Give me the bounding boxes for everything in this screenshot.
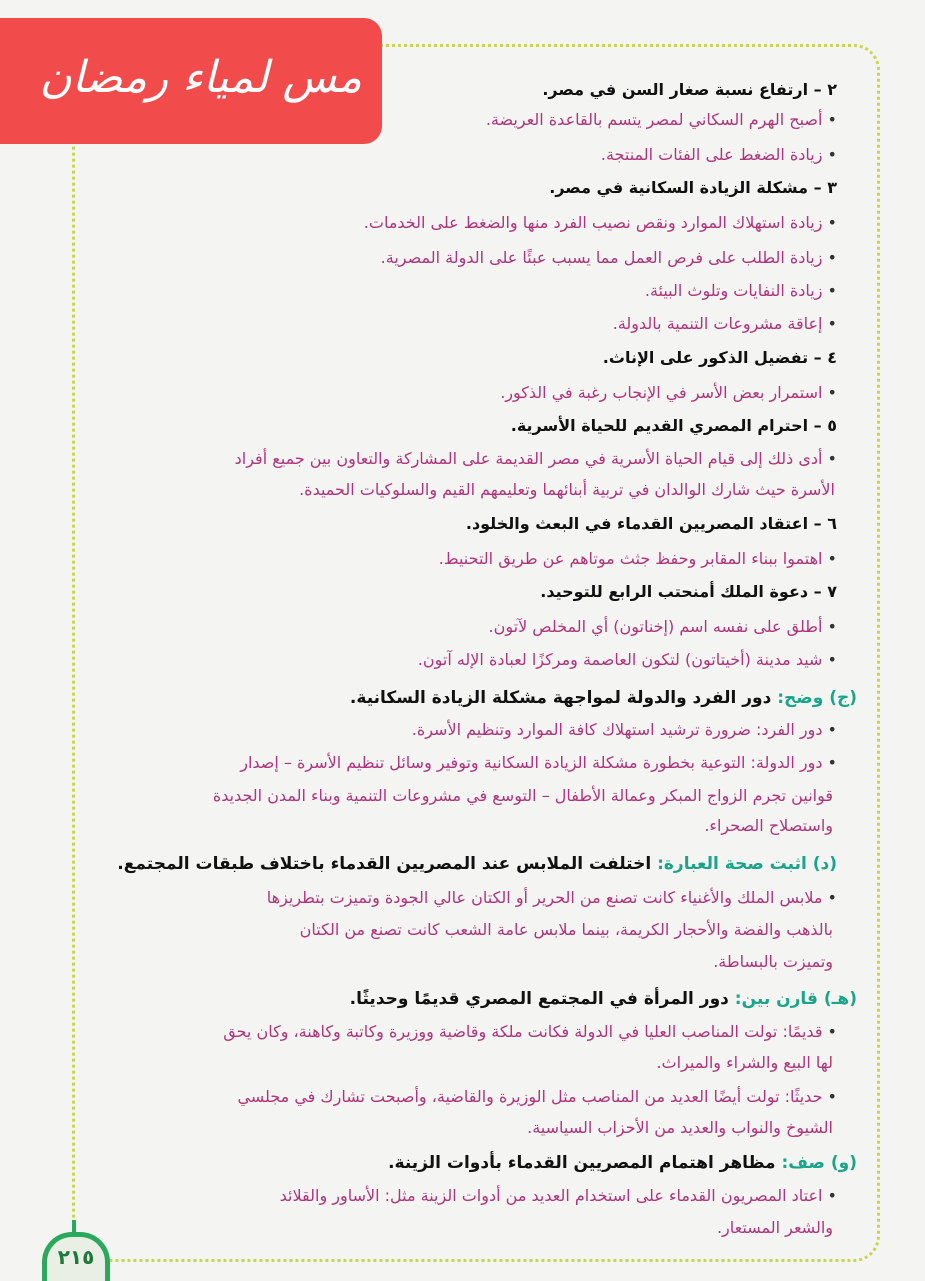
bullet-item: • أطلق على نفسه اسم (إخناتون) أي المخلص لآتون. [489,617,837,637]
question-tag: (د) اثبت صحة العبارة: [657,854,837,874]
section-heading: ٥ – احترام المصري القديم للحياة الأسرية. [510,416,837,435]
question-heading [388,1153,857,1173]
bullet-item: • إعاقة مشروعات التنمية بالدولة. [613,314,837,334]
bullet-continuation: الأسرة حيث شارك الوالدان في تربية أبنائهما وتعليمهم القيم والسلوكيات الحميدة. [299,480,835,499]
author-banner [0,18,382,144]
bullet-item: • قديمًا: تولت المناصب العليا في الدولة فكانت ملكة وقاضية ووزيرة وكاتبة وكاهنة، وكان يحق [223,1022,837,1042]
bullet-item: • اعتاد المصريون القدماء على استخدام العديد من أدوات الزينة مثل: الأساور والقلائد [280,1186,837,1206]
bullet-item: • أدى ذلك إلى قيام الحياة الأسرية في مصر القديمة على المشاركة والتعاون بين جميع أفراد [235,449,837,469]
bullet-continuation: لها البيع والشراء والميراث. [656,1053,833,1072]
bullet-item: • دور الدولة: التوعية بخطورة مشكلة الزيادة السكانية وتوفير وسائل تنظيم الأسرة – إصدار [240,753,837,773]
bullet-item: • ملابس الملك والأغنياء كانت تصنع من الحرير أو الكتان عالي الجودة وتميزت بتطريزها [267,888,837,908]
question-tag: (و) صف: [781,1153,857,1173]
bullet-continuation: بالذهب والفضة والأحجار الكريمة، بينما ملابس عامة الشعب كانت تصنع من الكتان [299,920,833,939]
bullet-item: • استمرار بعض الأسر في الإنجاب رغبة في الذكور. [500,383,837,403]
bullet-continuation: وتميزت بالبساطة. [713,952,833,971]
bullet-continuation: الشيوخ والنواب والعديد من الأحزاب السياسية. [527,1118,833,1137]
bullet-item: • شيد مدينة (أخيتاتون) لتكون العاصمة ومركزًا لعبادة الإله آتون. [418,650,837,670]
section-heading: ٣ – مشكلة الزيادة السكانية في مصر. [549,178,837,197]
bullet-item: • زيادة النفايات وتلوث البيئة. [645,281,837,301]
bullet-item: • دور الفرد: ضرورة ترشيد استهلاك كافة الموارد وتنظيم الأسرة. [412,720,837,740]
bullet-item: • زيادة استهلاك الموارد ونقص نصيب الفرد منها والضغط على الخدمات. [364,213,837,233]
author-banner-text: مس لمياء رمضان [39,52,362,103]
bullet-item: • أصبح الهرم السكاني لمصر يتسم بالقاعدة العريضة. [486,110,837,130]
section-heading: ٤ – تفضيل الذكور على الإناث. [602,348,837,367]
question-tag: (ج) وضح: [777,688,857,708]
bullet-item: • زيادة الطلب على فرص العمل مما يسبب عبئًا على الدولة المصرية. [381,248,837,268]
section-heading: ٧ – دعوة الملك أمنحتب الرابع للتوحيد. [540,582,837,601]
bullet-continuation: واستصلاح الصحراء. [704,816,833,835]
question-text: مظاهر اهتمام المصريين القدماء بأدوات الزينة. [388,1153,782,1173]
section-heading: ٢ – ارتفاع نسبة صغار السن في مصر. [542,80,837,99]
bullet-item: • زيادة الضغط على الفئات المنتجة. [601,145,837,165]
question-heading [350,688,857,708]
bullet-item: • اهتموا ببناء المقابر وحفظ جثث موتاهم عن طريق التحنيط. [439,549,837,569]
question-heading [350,989,857,1009]
question-heading [117,854,837,874]
page-number: ٢١٥ [42,1232,110,1281]
section-heading: ٦ – اعتقاد المصريين القدماء في البعث والخلود. [465,514,837,533]
question-text: دور المرأة في المجتمع المصري قديمًا وحديثًا. [349,989,735,1009]
bullet-continuation: قوانين تجرم الزواج المبكر وعمالة الأطفال – التوسع في مشروعات التنمية وبناء المدن الجديدة [212,786,833,805]
question-text: دور الفرد والدولة لمواجهة مشكلة الزيادة السكانية. [349,688,778,708]
bullet-item: • حديثًا: تولت أيضًا العديد من المناصب مثل الوزيرة والقاضية، وأصبحت تشارك في مجلسي [237,1087,837,1107]
question-tag: (هـ) قارن بين: [734,989,857,1009]
question-text: اختلفت الملابس عند المصريين القدماء باختلاف طبقات المجتمع. [117,854,658,874]
bullet-continuation: والشعر المستعار. [716,1218,833,1237]
